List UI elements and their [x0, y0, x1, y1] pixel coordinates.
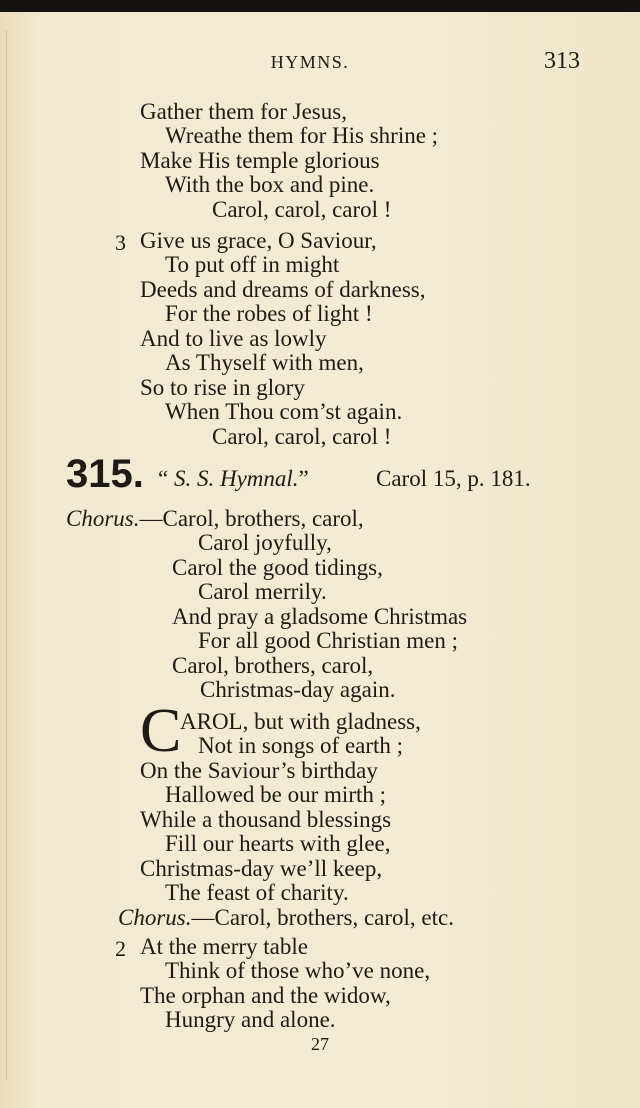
verse-line: So to rise in glory	[140, 375, 305, 400]
verse-line: The feast of charity.	[165, 880, 349, 905]
verse-line: To put off in might	[165, 252, 340, 277]
verse-refrain-line: Carol, carol, carol !	[212, 197, 392, 222]
chorus-label: Chorus.	[66, 506, 140, 531]
chorus-line: And pray a gladsome Christmas	[172, 604, 468, 629]
verse-line: Make His temple glorious	[140, 148, 380, 173]
signature-mark: 27	[311, 1034, 329, 1054]
verse-line: Deeds and dreams of darkness,	[140, 277, 426, 302]
verse-line: And to live as lowly	[140, 326, 327, 351]
verse-line: The orphan and the widow,	[140, 983, 391, 1008]
verse-line: While a thousand blessings	[140, 807, 392, 832]
chorus-line: Christmas-day again.	[200, 677, 396, 702]
running-title: HYMNS.	[270, 52, 350, 72]
source-close-quote: ”	[298, 466, 309, 491]
drop-cap: C	[140, 697, 182, 765]
verse-line: On the Saviour’s birthday	[140, 758, 378, 783]
chorus-repeat-text: —Carol, brothers, carol, etc.	[191, 905, 454, 930]
verse-line: Christmas-day we’ll keep,	[140, 856, 383, 881]
hymn-tune-reference: Carol 15, p. 181.	[376, 466, 531, 491]
scan-top-edge	[0, 0, 640, 12]
page-fold-shadow	[6, 30, 7, 1080]
chorus-repeat-line	[118, 906, 454, 930]
verse-line: When Thou com’st again.	[165, 399, 403, 424]
verse-line: Give us grace, O Saviour,	[140, 228, 377, 253]
page-number: 313	[544, 48, 580, 74]
chorus-line: Carol the good tidings,	[172, 555, 383, 580]
source-title: S. S. Hymnal.	[173, 466, 299, 491]
chorus-first-line	[66, 507, 364, 531]
chorus-line: Carol, brothers, carol,	[172, 653, 374, 678]
verse-line: AROL, but with gladness,	[180, 709, 421, 734]
verse-line: Wreathe them for His shrine ;	[165, 123, 439, 148]
stanza-number: 3	[115, 230, 126, 255]
hymn-number: 315.	[66, 452, 144, 496]
running-header	[0, 48, 640, 82]
verse-line: At the merry table	[140, 934, 308, 959]
hymn-source	[158, 466, 309, 492]
verse-line: As Thyself with men,	[165, 350, 364, 375]
chorus-label: Chorus.	[118, 905, 192, 930]
chorus-first-line-text: —Carol, brothers, carol,	[139, 506, 364, 531]
chorus-line: Carol merrily.	[198, 579, 327, 604]
verse-line: Hallowed be our mirth ;	[165, 782, 387, 807]
verse-line: Fill our hearts with glee,	[165, 831, 391, 856]
verse-line: Think of those who’ve none,	[165, 958, 431, 983]
verse-line: Hungry and alone.	[165, 1007, 336, 1032]
source-open-quote: “	[158, 466, 174, 491]
verse-line: Not in songs of earth ;	[198, 733, 404, 758]
verse-refrain-line: Carol, carol, carol !	[212, 424, 392, 449]
stanza-number: 2	[115, 936, 126, 961]
hymn-heading	[66, 452, 586, 496]
verse-line: With the box and pine.	[165, 172, 375, 197]
verse-line: Gather them for Jesus,	[140, 99, 347, 124]
verse-line: For the robes of light !	[165, 301, 373, 326]
chorus-line: Carol joyfully,	[198, 530, 332, 555]
chorus-line: For all good Christian men ;	[198, 628, 459, 653]
